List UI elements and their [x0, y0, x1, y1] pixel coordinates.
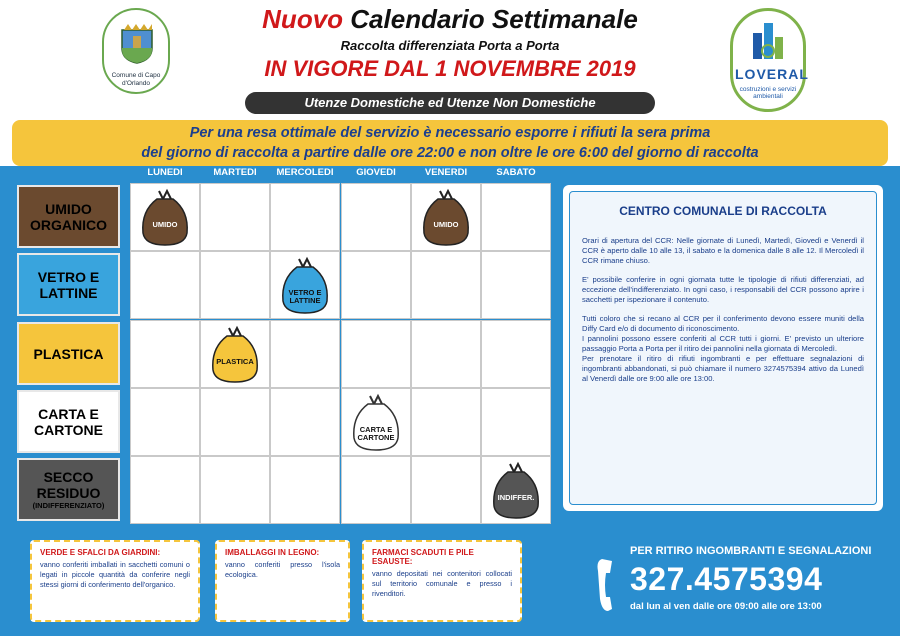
schedule-cell — [481, 320, 551, 388]
bag-label: CARTA E CARTONE — [357, 425, 395, 442]
footer-wood-head: IMBALLAGGI IN LEGNO: — [225, 548, 320, 557]
company-brand: LOVERAL — [735, 66, 809, 82]
footer-box-drugs — [362, 540, 522, 622]
category-label — [17, 390, 120, 453]
day-header-mercoledi: MERCOLEDI — [276, 167, 334, 178]
header — [0, 0, 900, 118]
schedule-cell — [341, 320, 411, 388]
day-header-sabato: SABATO — [496, 167, 536, 178]
footer-drugs-body: vanno depositati nei contenitori collocati sul territorio comunale e presso i rivenditori. — [372, 569, 512, 598]
footer-wood-body: vanno conferiti presso l'isola ecologica. — [225, 560, 340, 579]
category-text: VETRO E — [37, 268, 100, 285]
schedule-cell — [481, 183, 551, 251]
schedule-cell — [481, 251, 551, 319]
category-text: LATTINE — [39, 284, 98, 301]
schedule-cell — [411, 251, 481, 319]
footer-drugs-head: FARMACI SCADUTI E PILE ESAUSTE: — [372, 548, 474, 566]
footer-box-garden — [30, 540, 200, 622]
phone-icon — [596, 557, 624, 613]
waste-bag-icon — [207, 324, 263, 384]
schedule-cell — [341, 251, 411, 319]
exposure-notice — [12, 120, 888, 166]
day-header-lunedi: LUNEDI — [147, 167, 183, 178]
footer-box-wood — [215, 540, 350, 622]
category-text: CARTONE — [34, 421, 103, 438]
schedule-cell — [130, 320, 200, 388]
schedule-cell — [411, 456, 481, 524]
audience-badge: Utenze Domestiche ed Utenze Non Domestiche — [245, 92, 655, 114]
municipality-name: Comune di Capo d'Orlando — [111, 72, 161, 87]
waste-bag-icon — [348, 392, 404, 452]
subtitle: Raccolta differenziata Porta a Porta — [340, 38, 560, 53]
schedule-cell — [341, 183, 411, 251]
waste-bag-icon — [277, 255, 333, 315]
waste-bag-icon — [418, 187, 474, 247]
ccr-hours: Orari di apertura del CCR: Nelle giornate di Lunedì, Martedì, Giovedì e Venerdì il CCR è aperto dalle 10 alle 13, il sabato e la domenica dalle 8 alle 12. Il Mercoledì il CCR rimane chiuso. — [582, 236, 864, 265]
day-header-martedi: MARTEDI — [213, 167, 257, 178]
category-text: PLASTICA — [33, 345, 104, 362]
bag-label: UMIDO — [433, 220, 459, 229]
bag-label: VETRO E LATTINE — [288, 288, 322, 305]
footer-garden-head: VERDE E SFALCI DA GIARDINI: — [40, 548, 161, 557]
schedule-cell — [130, 456, 200, 524]
notice-line-2: del giorno di raccolta a partire dalle ore 22:00 e non oltre le ore 6:00 del giorno di raccolta — [141, 145, 759, 161]
ccr-bulky: Per prenotare il ritiro di rifiuti ingombranti e per effettuare segnalazioni di ingombranti abbandonati, si può chiamare il numero 3274575394 attivo da Lunedì al Venerdì dalle ore 9:00 alle ore 13:00. — [582, 354, 864, 383]
notice-line-1: Per una resa ottimale del servizio è necessario esporre i rifiuti la sera prima — [189, 125, 711, 141]
phone-hours: dal lun al ven dalle ore 09:00 alle ore 13:00 — [630, 601, 822, 612]
category-text: SECCO — [43, 469, 94, 485]
municipality-logo — [102, 8, 170, 94]
category-text: (INDIFFERENZIATO) — [32, 501, 105, 510]
ccr-allowed: E' possibile conferire in ogni giornata tutte le tipologie di rifiuti differenziati, ad eccezione dell'indifferenziato. In ogni caso, i responsabili del CCR possono aprire i sacchetti per ispezionare il contenuto. — [582, 275, 864, 304]
crest-icon — [118, 24, 156, 64]
schedule-cell — [130, 251, 200, 319]
phone-block — [596, 545, 888, 623]
ccr-identification: Tutti coloro che si recano al CCR per il conferimento devono essere muniti della Diffy Card e/o di documento di riconoscimento. — [582, 314, 864, 333]
waste-bag-icon — [137, 187, 193, 247]
footer-garden-body: vanno conferiti imballati in sacchetti comuni o legati in piccole quantità da conferire negli stessi giorni di conferimento dell'organico. — [40, 560, 190, 589]
schedule-cell — [270, 183, 340, 251]
waste-bag-icon — [488, 460, 544, 520]
schedule-cell — [270, 388, 340, 456]
phone-number[interactable]: 327.4575394 — [630, 561, 823, 597]
buildings-icon — [749, 19, 787, 63]
schedule-cell — [411, 388, 481, 456]
category-text: ORGANICO — [30, 216, 107, 233]
phone-caption: PER RITIRO INGOMBRANTI E SEGNALAZIONI — [630, 545, 872, 557]
category-label — [17, 322, 120, 385]
bag-label: INDIFFER. — [497, 493, 535, 502]
schedule-cell — [200, 388, 270, 456]
schedule-cell — [200, 183, 270, 251]
day-header-venerdi: VENERDI — [424, 167, 468, 178]
schedule-cell — [481, 388, 551, 456]
schedule-cell — [270, 320, 340, 388]
bag-label: UMIDO — [152, 220, 178, 229]
day-header-giovedi: GIOVEDI — [356, 167, 396, 178]
category-label — [17, 458, 120, 521]
title-main: Calendario Settimanale — [350, 4, 638, 34]
schedule-cell — [341, 456, 411, 524]
ccr-title: CENTRO COMUNALE DI RACCOLTA — [619, 204, 827, 218]
schedule-cell — [200, 251, 270, 319]
company-logo — [730, 8, 809, 112]
schedule-cell — [130, 388, 200, 456]
ccr-box — [563, 185, 883, 511]
category-text: RESIDUO — [36, 485, 101, 501]
category-label — [17, 185, 120, 248]
category-label — [17, 253, 120, 316]
schedule-cell — [200, 456, 270, 524]
page-title — [190, 4, 710, 35]
category-text: CARTA E — [38, 405, 99, 422]
ccr-diapers: I pannolini possono essere conferiti al CCR tutti i giorni. E' previsto un ulteriore passaggio Porta a Porta per il ritiro dei pannolini nella giornata di Mercoledì. — [582, 334, 864, 353]
schedule-cell — [270, 456, 340, 524]
category-text: UMIDO — [45, 200, 92, 217]
schedule-cell — [411, 320, 481, 388]
bag-label: PLASTICA — [216, 357, 254, 366]
title-new: Nuovo — [262, 4, 344, 34]
company-tagline: costruzioni e servizi ambientali — [739, 86, 797, 100]
effective-date: IN VIGORE DAL 1 NOVEMBRE 2019 — [264, 56, 636, 81]
